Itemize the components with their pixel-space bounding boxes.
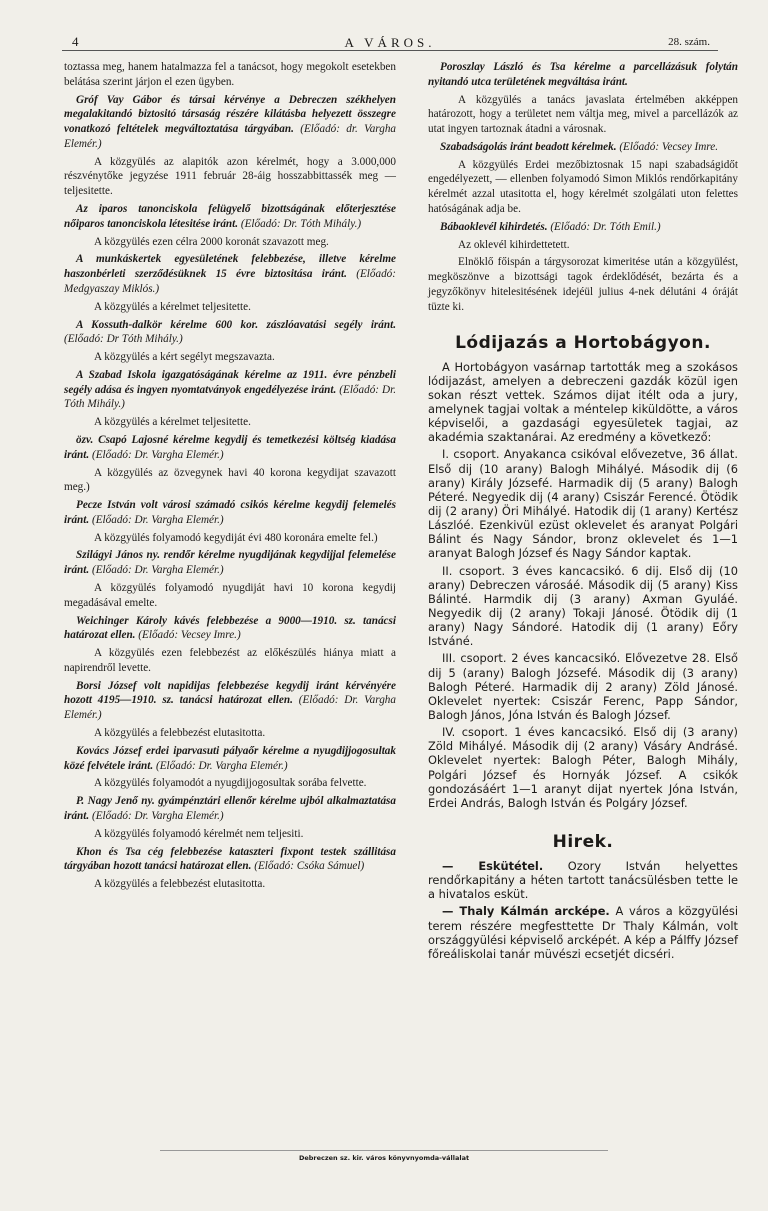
agenda-item-speaker: (Előadó: Dr. Vargha Elemér.): [91, 513, 224, 526]
footer-divider: [160, 1150, 608, 1151]
agenda-item-title: Pecze István volt városi számadó csikós kérelme kegydij felemelés iránt.: [64, 499, 396, 526]
agenda-item-heading: [428, 140, 738, 155]
agenda-item-title: özv. Csapó Lajosné kérelme kegydij és temetkezési költség kiadása iránt.: [64, 433, 396, 461]
agenda-item-heading: [64, 614, 396, 644]
agenda-item-heading: [64, 744, 396, 774]
article-paragraph: III. csoport. 2 éves kancacsikó. Elővezetve 28. Első dij 5 (arany) Balogh Józsefé. Második dij (3 arany) Balogh Péteré. Harmadik dij 2 arany) Zöld Jánosé. Oklevelet nyertek: Csiszár Ferenc, Papp Sándor, Balogh János, Jóna István és Balogh József.: [428, 651, 738, 722]
agenda-item-title: Khon és Tsa cég felebbezése kataszteri fixpont testek szállitása tárgyában hozott tanácsi határozat ellen.: [64, 845, 396, 873]
agenda-item-title: A Kossuth-dalkör kérelme 600 kor. zászlóavatási segély iránt.: [76, 318, 396, 331]
assembly-decision: A közgyülés a tanács javaslata értelmében akképpen határozott, hogy a területet nem váltja meg, mivel a parcellázók az utat ingyen tartoznak átadni a városnak.: [428, 93, 738, 136]
agenda-item-speaker: (Előadó: Dr. Tóth Mihály.): [240, 217, 362, 230]
agenda-item-speaker: (Előadó: Dr. Tóth Emil.): [550, 220, 661, 233]
agenda-item-title: Poroszlay László és Tsa kérelme a parcellázásuk folytán nyitandó utca területének megváltása iránt.: [428, 61, 738, 88]
agenda-item-speaker: (Előadó: Csóka Sámuel): [254, 860, 365, 873]
assembly-decision: A közgyülés ezen célra 2000 koronát szavazott meg.: [94, 235, 329, 248]
agenda-item-heading: [64, 93, 396, 152]
issue-number: 28. szám.: [668, 36, 710, 48]
article-title: Lódijazás a Hortobágyon.: [455, 332, 711, 353]
agenda-item-heading: [64, 433, 396, 463]
news-section: [428, 832, 738, 961]
article-paragraph: IV. csoport. 1 éves kancacsikó. Első dij (3 arany) Zöld Mihályé. Második dij (2 arany) Vásáry Andrásé. Oklevelet nyertek: Balogh Péter, Balogh Mihály, Polgári József és Hornyák József. A csikók gondozásáért 1—1 aranyt dijat nyertek Jóna István, Erdei András, Balogh István és Polgáry József.: [428, 725, 738, 810]
assembly-decision: A közgyülés folyamodó kegydiját évi 480 koronára emelte fel.): [94, 531, 378, 544]
assembly-decision: A közgyülés folyamodó nyugdiját havi 10 korona kegydij megadásával emelte.: [64, 582, 396, 609]
agenda-item-speaker: (Előadó: Dr. Vargha Elemér.): [155, 759, 288, 772]
agenda-item-heading: [64, 498, 396, 528]
agenda-item-heading: [64, 548, 396, 578]
page-header: [62, 28, 718, 51]
agenda-item-heading: [428, 60, 738, 90]
assembly-decision: Elnöklő főispán a tárgysorozat kimeritése után a közgyülést, megköszönve a bizottsági tagok érdeklődését, bezárta és a jegyzőkönyv hitelesitésének idejéül julius 4-nek délutáni 4 óráját tüzte ki.: [428, 256, 738, 313]
agenda-item-heading: [64, 202, 396, 232]
assembly-decision: Az oklevél kihirdettetett.: [458, 238, 570, 251]
horse-awards-article: [428, 333, 738, 810]
agenda-item-heading: [64, 318, 396, 348]
news-item-text: Ozory István helyettes rendőrkapitány a héten tartott tanácsülésben tette le a hivatalos esküt.: [428, 859, 738, 902]
assembly-decision: A közgyülés a kérelmet teljesitette.: [94, 416, 251, 429]
agenda-item-speaker: (Előadó: Dr. Tóth Mihály.): [64, 383, 396, 411]
assembly-decision: A közgyülés a kérelmet teljesitette.: [94, 300, 251, 313]
printer-imprint: Debreczen sz. kir. város könyvnyomda-vállalat: [298, 1154, 470, 1162]
assembly-decision: A közgyülés ezen felebbezést az előkészülés hiánya miatt a napirendről levette.: [64, 647, 396, 674]
agenda-item-heading: [64, 794, 396, 824]
agenda-item-speaker: (Előadó: Medgyaszay Miklós.): [64, 268, 396, 295]
agenda-item-title: Az iparos tanonciskola felügyelő bizottságának előterjesztése nőiparos tanonciskola létesitése iránt.: [64, 203, 396, 230]
agenda-item-title: Weichinger Károly kávés felebbezése a 9000—1910. sz. tanácsi határozat ellen.: [64, 614, 396, 642]
agenda-item-speaker: (Előadó: Vecsey Imre.: [619, 140, 719, 153]
agenda-item-speaker: (Előadó: Dr. Vargha Elemér.): [64, 694, 396, 722]
news-item-text: A város a közgyülési terem részére megfesttette Dr Thaly Kálmán, volt országgyülési képviselő arcképét. A kép a Pálffy József főreáliskolai tanár müvészi ecsetjét dicséri.: [428, 904, 738, 961]
assembly-decision: A közgyülés a felebbezést elutasitotta.: [94, 878, 266, 891]
news-item-lead: — Eskütétel.: [442, 859, 544, 874]
news-item: [428, 904, 738, 961]
assembly-decision: A közgyülés a kért segélyt megszavazta.: [94, 351, 275, 364]
agenda-item-title: Bábaoklevél kihirdetés.: [440, 220, 548, 233]
assembly-decision: A közgyülés folyamodót a nyugdijjogosultak sorába felvette.: [94, 777, 367, 790]
agenda-item-title: P. Nagy Jenő ny. gyámpénztári ellenőr kérelme ujból alkalmaztatása iránt.: [64, 795, 396, 822]
agenda-item-speaker: (Előadó: Dr. Vargha Elemér.): [91, 448, 224, 461]
assembly-decision: A közgyülés az alapitók azon kérelmét, hogy a 3.000,000 részvénytőke jegyzése 1911 február 28-áig hosszabbittassék meg — teljesitette.: [64, 155, 396, 198]
publication-title: A VÁROS.: [344, 35, 436, 50]
news-item-lead: — Thaly Kálmán arcképe.: [442, 904, 610, 919]
news-item: [428, 859, 738, 901]
article-paragraph: I. csoport. Anyakanca csikóval elővezetve, 36 állat. Első dij (10 arany) Balogh Mihályé. Második dij (6 arany) Király Józsefé. Harmadik dij (5 arany) Balogh Péteré. Negyedik dij (4 arany) Csiszár Ferencé. Ötödik dij (2 arany) Öri Mihályé. Hatodik dij (1 arany) Kertész Lászlóé. Ezenkivül ezüst oklevelet és aranyat Polgári Bálint és Nagy Sándor, bronz oklevelet és 1—1 aranyat Balogh József és Nagy Sándor kaptak.: [428, 447, 738, 561]
agenda-item-speaker: (Előadó: Dr. Vargha Elemér.): [91, 564, 224, 577]
agenda-item-speaker: (Előadó: Dr Tóth Mihály.): [64, 333, 183, 346]
assembly-decision: A közgyülés Erdei mezőbiztosnak 15 napi szabadságidőt engedélyezett, — ellenben folyamodó Simon Miklós rendőrkapitány kérelmét azzal utasitotta el, hogy kérelmét szolgálati uton felettes hatóságának adja be.: [428, 158, 738, 216]
agenda-item-title: A Szabad Iskola igazgatóságának kérelme az 1911. évre pénzbeli segély adása és ingyen nyomtatványok engedélyezése iránt.: [64, 368, 396, 396]
agenda-item-speaker: (Előadó: dr. Vargha Elemér.): [64, 123, 397, 150]
agenda-item-speaker: (Előadó: Vecsey Imre.): [138, 629, 241, 642]
agenda-item-title: Borsi József volt napidijas felebbezése kegydij iránt kérvényére hozott 4195—1910. sz. tanácsi határozat ellen.: [64, 679, 396, 707]
agenda-item-heading: [64, 679, 396, 723]
left-column: [64, 60, 396, 895]
agenda-item-heading: [428, 220, 738, 235]
meeting-minutes-continued: [428, 60, 738, 315]
page-number: 4: [72, 34, 79, 49]
agenda-item-heading: [64, 252, 396, 296]
agenda-item-title: Kovács József erdei iparvasuti pályaőr kérelme a nyugdijjogosultak közé felvétele iránt.: [64, 744, 396, 772]
assembly-decision: A közgyülés az özvegynek havi 40 korona kegydijat szavazott meg.): [64, 466, 396, 494]
assembly-decision: A közgyülés folyamodó kérelmét nem teljesiti.: [94, 827, 304, 840]
agenda-item-heading: [64, 368, 396, 412]
right-column: [428, 60, 738, 964]
agenda-item-title: Gróf Vay Gábor és társai kérvénye a Debreczen székhelyen megalakitandó biztositó társaság részére kilátásba helyezett összegre vonatkozó feltételek megváltoztatása tárgyában.: [64, 93, 396, 136]
agenda-item-title: Szabadságolás iránt beadott kérelmek.: [440, 140, 617, 153]
agenda-item-heading: [64, 845, 396, 875]
text-paragraph: toztassa meg, hanem hatalmazza fel a tanácsot, hogy megokolt esetekben belátása szerint járjon el ezen ügyben.: [64, 61, 396, 88]
assembly-decision: A közgyülés a felebbezést elutasitotta.: [94, 727, 266, 740]
agenda-item-title: A munkáskertek egyesületének felebbezése, illetve kérelme haszonbérleti szerződésüknek 15 évre biztositása iránt.: [64, 253, 396, 281]
agenda-item-title: Szilágyi János ny. rendőr kérelme nyugdijának kegydijjal felemelése iránt.: [64, 549, 396, 577]
agenda-item-speaker: (Előadó: Dr. Vargha Elemér.): [91, 809, 224, 822]
article-paragraph: II. csoport. 3 éves kancacsikó. 6 dij. Első dij (10 arany) Debreczen városáé. Második dij (5 arany) Kiss Bálinté. Harmdik dij (3 arany) Axman Gyuláé. Negyedik dij (2 arany) Tokaji Jánosé. Ötödik dij (1 arany) Nagy Sándoré. Hatodik dij (1 arany) Eőry Istváné.: [428, 563, 738, 649]
article-paragraph: A Hortobágyon vasárnap tartották meg a szokásos lódijazást, amelyen a debreczeni gazdák közül igen sokan részt vettek. Számos dijat itélt oda a jury, amelynek tagjai voltak a méntelep kiküldötte, a város képviselői, a gazdasági egyesületek tagjai, az akadémia szaktanárai. Az eredmény a következő:: [428, 359, 738, 445]
news-title: Hirek.: [552, 831, 614, 852]
